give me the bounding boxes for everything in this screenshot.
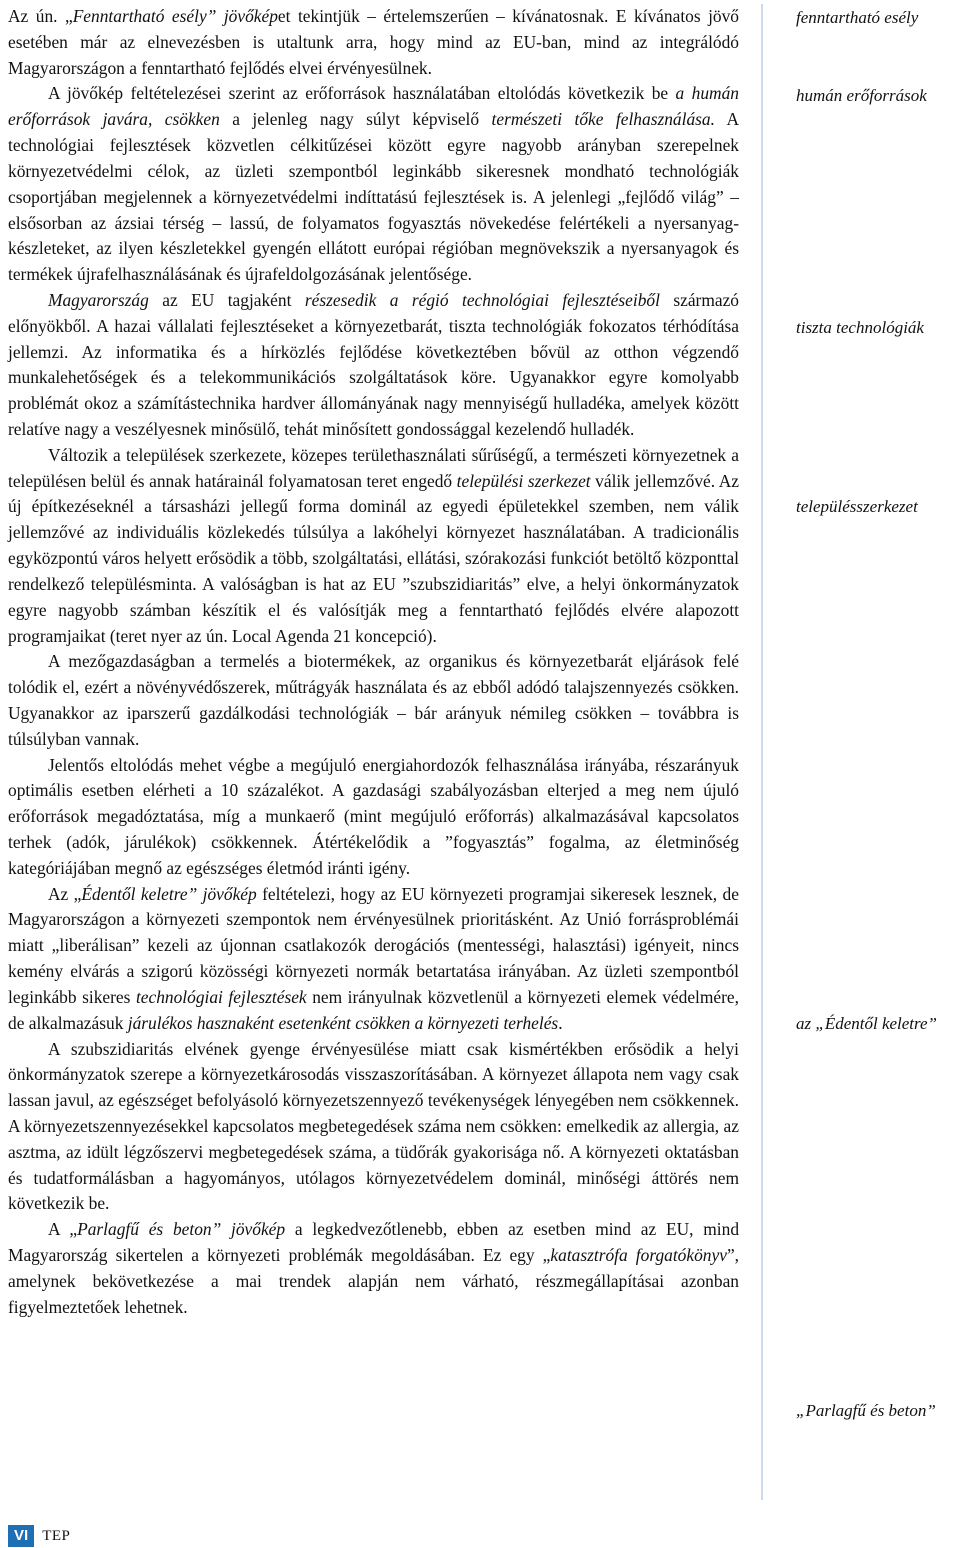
text-run: a jelenleg nagy súlyt képviselő	[219, 109, 492, 130]
margin-note-telepulesszerkezet: településszerkezet	[796, 497, 918, 516]
text-run: Az ún. „	[8, 6, 73, 26]
text-run: nem irányulnak közvetlenül a környezeti elemek védelmére, de alkalmazásuk	[8, 986, 739, 1033]
main-text-column	[8, 4, 739, 1320]
text-run: feltételezi, hogy az EU környezeti programjai sikeresek lesznek, de Magyarországon a környezeti szempontok nem érvényesülnek prioritásként. Az Unió forrásproblémái miatt „liberálisan” kezeli az újonnan csatlakozók derogációs (mentességi, halasztási) igényeit, nincs kemény elvárás a szigorú közösségi környezeti normák betartatása irányában. Az üzleti szempontból leginkább sikeres	[8, 883, 739, 1007]
text-run: et tekintjük – értelemszerűen – kívánatosnak. E kívánatos jövő esetében már az elnevezésben is utaltunk arra, hogy mind az EU-ban, mind az integrálódó Magyarországon a fenntartható fejlődés elvei érvényesülnek.	[8, 6, 740, 78]
paragraph	[8, 81, 739, 288]
margin-note-edentol-keletre: az „Édentől keletre”	[796, 1014, 938, 1033]
margin-note-fenntarthato-esely: fenntartható esély	[796, 8, 919, 27]
italic-run: Magyarország	[48, 289, 149, 310]
text-run: válik jellemzővé. Az új építkezéseknél a társasházi jellegű forma dominál az egyedi épületekkel szemben, nem válik jellemzővé az individuális közlekedés túlsúlya a lakóhelyi környezet használatában. A tradicionális egyközpontú város helyett erősödik a több, szolgáltatási, ellátási, szórakozási funkciót betöltő központtal rendelkező településminta. A valóságban is hat az EU ”szubszidiaritás” elve, a helyi önkormányzatok egyre nagyobb számban készítik el és valósítják meg a fenntartható fejlődés elvére alapozott programjaikat (teret nyer az ún. Local Agenda 21 koncepció).	[8, 470, 739, 646]
text-run: ”, amelynek bekövetkezése a mai trendek alapján nem várható, részmegállapításai azonban figyelmeztetőek lehetnek.	[8, 1245, 740, 1317]
italic-run: Édentől keletre” jövőkép	[81, 883, 257, 904]
footer-label: TEP	[42, 1527, 71, 1544]
text-run: a legkedvezőtlenebb, ebben az esetben mind az EU, mind Magyarország sikertelen a környezeti problémák megoldásában. Ez egy „	[8, 1219, 740, 1265]
text-run: származó előnyökből. A hazai vállalati fejlesztéseket a környezetbarát, tiszta technológiák fokozatos térhódítása jellemzi. Az informatika és a hírközlés fejlődése következtében bővül az otthon végzendő munkalehetőségek és a telekommunikációs szolgáltatások köre. Ugyanakkor egyre komolyabb problémát okoz a számítástechnika hardver állományának nagy mennyiségű hulladéka, amelyek között relatíve nagy a veszélyesnek minősülő, tehát minősített gondossággal kezelendő hulladék.	[8, 289, 739, 439]
paragraph	[8, 1037, 739, 1218]
paragraph	[8, 882, 739, 1037]
page-number-badge: VI	[8, 1525, 34, 1547]
text-run: Jelentős eltolódás mehet végbe a megújuló energiahordozók felhasználása irányába, részarányuk optimális esetben elérheti a 10 százalékot. A gazdasági szabályozásban elterjed a meg nem újuló erőforrások megadóztatása, míg a munkaerő (mint megújuló erőforrás) alkalmazásával kapcsolatos terhek (adók, járulékok) csökkennek. Átértékelődik a ”fogyasztás” fogalma, az életminőség kategóriájában megnő az egészséges életmód iránti igény.	[8, 754, 739, 878]
text-run: Változik a települések szerkezete, közepes területhasználati sűrűségű, a természeti környezetnek a településen belül és annak határainál folyamatosan teret engedő	[8, 444, 739, 491]
paragraph	[8, 4, 739, 81]
margin-note-parlagfu-es-beton: „Parlagfű és beton”	[796, 1401, 936, 1420]
italic-run: katasztrófa forgatókönyv	[550, 1245, 727, 1265]
italic-run: Fenntartható esély” jövőkép	[72, 6, 278, 26]
page-footer	[8, 1524, 70, 1548]
text-run: A szubszidiaritás elvének gyenge érvényesülése miatt csak kismértékben erősödik a helyi önkormányzatok szerepe a környezetkárosodás visszaszorításában. A környezet állapota nem vagy csak lassan javul, az egészséget befolyásoló környezetszennyező tevékenységek lényegében nem csökkennek. A környezetszennyezésekkel kapcsolatos megbetegedések száma nem csökken: emelkedik az allergia, az asztma, az idült légzőszervi megbetegedések száma, a tüdőrák gyakorisága nő. A környezeti oktatásban és tudatformálásban a hagyományos, utólagos környezetvédelem dominál, minőségi áttörés nem következik be.	[8, 1038, 739, 1214]
italic-run: természeti tőke felhasználása.	[491, 109, 715, 130]
column-divider	[761, 4, 763, 1500]
text-run: A „	[48, 1219, 78, 1240]
text-run: A technológiai fejlesztések közvetlen célkitűzései között egyre nagyobb arányban szerepelnek környezetvédelmi célok, az üzleti szempontból leginkább sikeresnek mondható technológiák csoportjában megjelennek a környezetvédelmi indíttatású fejlesztések is. A jelenlegi „fejlődő világ” – elsősorban az ázsiai térség – lassú, de folyamatos fogyasztás növekedése felértékeli a nyersanyag-készleteket, az ilyen készletekkel gyengén ellátott európai régióban megnövekszik a nyersanyagok és termékek újrafelhasználásának és újrafeldolgozásának jelentősége.	[8, 109, 740, 285]
text-run: az EU tagjaként	[148, 289, 305, 310]
italic-run: a humán erőforrások javára, csökken	[8, 83, 739, 130]
text-run: A mezőgazdaságban a termelés a biotermékek, az organikus és környezetbarát eljárások felé tolódik el, ezért a növényvédőszerek, műtrágyák használata és az ebből adódó talajszennyezés csökken. Ugyanakkor az iparszerű gazdálkodási technológiák – bár arányuk némileg csökken – továbbra is túlsúlyban vannak.	[8, 651, 739, 749]
paragraph	[8, 288, 739, 443]
italic-run: járulékos hasznaként esetenként csökken a környezeti terhelés	[127, 1012, 559, 1033]
text-run: Az „	[48, 883, 82, 904]
italic-run: települési szerkezet	[456, 470, 591, 491]
italic-run: technológiai fejlesztések	[135, 986, 307, 1007]
italic-run: Parlagfű és beton” jövőkép	[77, 1219, 286, 1240]
paragraph	[8, 649, 739, 752]
margin-note-tiszta-technologiak: tiszta technológiák	[796, 318, 924, 337]
text-run: .	[558, 1012, 563, 1033]
paragraph	[8, 753, 739, 882]
paragraph	[8, 443, 739, 650]
paragraph	[8, 1217, 739, 1320]
margin-note-human-eroforrasok: humán erőforrások	[796, 86, 927, 105]
text-run: A jövőkép feltételezései szerint az erőforrások használatában eltolódás következik be	[48, 83, 676, 104]
italic-run: részesedik a régió technológiai fejlesztéseiből	[304, 289, 660, 310]
